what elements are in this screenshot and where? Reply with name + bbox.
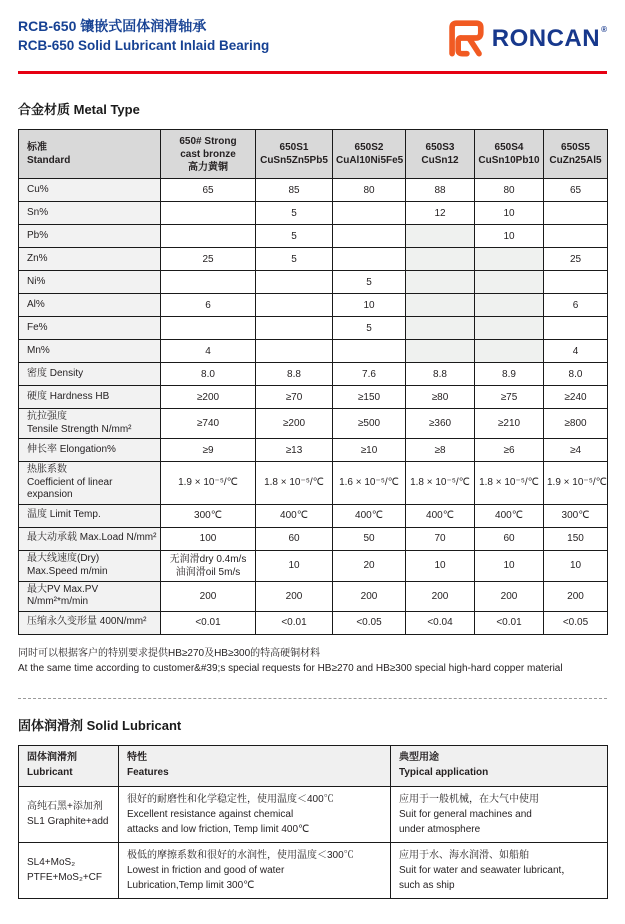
table-cell: 400℃ — [256, 504, 333, 527]
page-title-en: RCB-650 Solid Lubricant Inlaid Bearing — [18, 38, 270, 54]
table-cell: ≥4 — [544, 439, 608, 462]
table-cell — [544, 202, 608, 225]
row-label: 密度 Density — [19, 363, 161, 386]
application-cell: 应用于水、海水润滑、如船舶 Suit for water and seawater lubricant， such as ship — [391, 842, 608, 898]
lubricant-cell: 高纯石黑+添加剂 SL1 Graphite+add — [19, 786, 119, 842]
table-cell: 8.8 — [256, 363, 333, 386]
row-label: 压缩永久变形量 400N/mm² — [19, 611, 161, 634]
table-cell — [544, 271, 608, 294]
row-label: 最大动承载 Max.Load N/mm² — [19, 527, 161, 550]
table-cell: ≥70 — [256, 386, 333, 409]
brand-logo — [444, 18, 607, 58]
table-cell — [333, 340, 406, 363]
metal-type-table — [18, 129, 608, 635]
table-cell — [475, 248, 544, 271]
table-cell — [333, 248, 406, 271]
brand-name: RONCAN — [491, 25, 601, 52]
table-cell — [544, 225, 608, 248]
table-row — [19, 786, 608, 842]
section-title-solid-lubricant: 固体润滑剂 Solid Lubricant — [18, 717, 182, 733]
table-cell: 7.6 — [333, 363, 406, 386]
brand-name-wrap — [492, 27, 607, 51]
roncan-r-icon — [444, 18, 488, 58]
section-title-metal-type: 合金材质 Metal Type — [18, 102, 140, 117]
table-cell: 10 — [475, 225, 544, 248]
table-row — [19, 179, 608, 202]
lubricant-table-head-row — [19, 745, 608, 786]
row-label: 最大PV Max.PV N/mm²*m/min — [19, 581, 161, 611]
table-cell: 60 — [256, 527, 333, 550]
table-cell — [256, 340, 333, 363]
row-label: Pb% — [19, 225, 161, 248]
column-header: 650S3 CuSn12 — [406, 130, 475, 179]
lubricant-table-body — [19, 786, 608, 898]
row-label: 抗拉强度 Tensile Strength N/mm² — [19, 409, 161, 439]
table-cell: 10 — [406, 550, 475, 581]
table-cell: 6 — [161, 294, 256, 317]
table-cell: 200 — [256, 581, 333, 611]
row-label: Cu% — [19, 179, 161, 202]
application-cell: 应用于一般机械，在大气中使用 Suit for general machines and under atmosphere — [391, 786, 608, 842]
table-cell — [406, 317, 475, 340]
table-cell: ≥13 — [256, 439, 333, 462]
table-footnote — [18, 646, 607, 677]
table-row — [19, 294, 608, 317]
table-cell — [256, 317, 333, 340]
table-cell: ≥200 — [256, 409, 333, 439]
table-cell: 5 — [333, 317, 406, 340]
table-cell: ≥800 — [544, 409, 608, 439]
table-row — [19, 550, 608, 581]
row-label: 伸长率 Elongation% — [19, 439, 161, 462]
table-cell — [161, 202, 256, 225]
table-cell: 1.9 × 10⁻⁵/℃ — [544, 462, 608, 505]
table-cell: 200 — [333, 581, 406, 611]
table-cell — [475, 294, 544, 317]
table-cell: 5 — [256, 225, 333, 248]
table-cell — [256, 294, 333, 317]
table-cell: 200 — [161, 581, 256, 611]
column-header: 650S1 CuSn5Zn5Pb5 — [256, 130, 333, 179]
column-header: 650S2 CuAl10Ni5Fe5 — [333, 130, 406, 179]
table-cell — [406, 294, 475, 317]
table-cell: 20 — [333, 550, 406, 581]
table-row — [19, 409, 608, 439]
table-cell: 6 — [544, 294, 608, 317]
table-cell: 50 — [333, 527, 406, 550]
table-row — [19, 439, 608, 462]
table-cell: ≥360 — [406, 409, 475, 439]
column-header: 650S5 CuZn25Al5 — [544, 130, 608, 179]
column-header: 固体润滑剂 Lubricant — [19, 745, 119, 786]
column-header: 650# Strong cast bronze 高力黄铜 — [161, 130, 256, 179]
table-cell: 8.0 — [161, 363, 256, 386]
row-label: Sn% — [19, 202, 161, 225]
table-cell: ≥240 — [544, 386, 608, 409]
table-cell — [161, 225, 256, 248]
table-cell: 5 — [256, 248, 333, 271]
table-cell — [161, 317, 256, 340]
table-cell — [475, 340, 544, 363]
table-cell: 4 — [161, 340, 256, 363]
table-cell — [475, 271, 544, 294]
table-row — [19, 271, 608, 294]
table-cell: 80 — [475, 179, 544, 202]
row-label: Al% — [19, 294, 161, 317]
table-cell: 400℃ — [406, 504, 475, 527]
table-cell: 400℃ — [333, 504, 406, 527]
table-row — [19, 363, 608, 386]
column-header: 特性 Features — [119, 745, 391, 786]
table-cell: <0.01 — [161, 611, 256, 634]
table-row — [19, 317, 608, 340]
table-cell: ≥80 — [406, 386, 475, 409]
table-cell: ≥500 — [333, 409, 406, 439]
table-cell: ≥8 — [406, 439, 475, 462]
table-cell — [406, 340, 475, 363]
table-cell — [256, 271, 333, 294]
features-cell: 极低的摩擦系数和很好的水润性，使用温度＜300℃ Lowest in friction and good of water Lubrication,Temp limit 300℃ — [119, 842, 391, 898]
table-cell: <0.01 — [256, 611, 333, 634]
row-label: 硬度 Hardness HB — [19, 386, 161, 409]
table-cell — [161, 271, 256, 294]
table-cell: 10 — [544, 550, 608, 581]
metal-table-head-row — [19, 130, 608, 179]
table-cell: ≥740 — [161, 409, 256, 439]
table-cell: 4 — [544, 340, 608, 363]
table-cell: ≥200 — [161, 386, 256, 409]
lubricant-cell: SL4+MoS₂ PTFE+MoS₂+CF — [19, 842, 119, 898]
row-label: 热胀系数 Coefficient of linear expansion — [19, 462, 161, 505]
footnote-zh: 同时可以根据客户的特别要求提供HB≥270及HB≥300的特高硬铜材料 — [18, 647, 321, 659]
table-cell: 10 — [256, 550, 333, 581]
table-cell — [333, 202, 406, 225]
row-label: Ni% — [19, 271, 161, 294]
table-cell: 85 — [256, 179, 333, 202]
table-cell: 300℃ — [544, 504, 608, 527]
features-cell: 很好的耐磨性和化学稳定性，使用温度＜400℃ Excellent resistance against chemical attacks and low friction, Temp limit 400℃ — [119, 786, 391, 842]
table-cell: <0.01 — [475, 611, 544, 634]
solid-lubricant-table — [18, 745, 608, 899]
table-cell: <0.05 — [544, 611, 608, 634]
table-cell: ≥9 — [161, 439, 256, 462]
table-row — [19, 340, 608, 363]
column-header: 650S4 CuSn10Pb10 — [475, 130, 544, 179]
column-header: 标准 Standard — [19, 130, 161, 179]
table-cell: <0.05 — [333, 611, 406, 634]
table-cell — [544, 317, 608, 340]
table-cell — [333, 225, 406, 248]
table-cell: ≥10 — [333, 439, 406, 462]
column-header: 典型用途 Typical application — [391, 745, 608, 786]
table-cell — [406, 225, 475, 248]
table-cell — [475, 317, 544, 340]
table-cell: 1.6 × 10⁻⁵/℃ — [333, 462, 406, 505]
document-header — [18, 16, 607, 58]
table-cell: 8.9 — [475, 363, 544, 386]
table-row — [19, 225, 608, 248]
table-cell — [406, 271, 475, 294]
table-cell: 70 — [406, 527, 475, 550]
table-cell — [406, 248, 475, 271]
table-cell: 65 — [161, 179, 256, 202]
table-cell: 65 — [544, 179, 608, 202]
table-cell: 1.8 × 10⁻⁵/℃ — [475, 462, 544, 505]
table-row — [19, 248, 608, 271]
table-cell: 5 — [256, 202, 333, 225]
red-divider — [18, 71, 607, 74]
table-cell: 8.0 — [544, 363, 608, 386]
table-cell: ≥150 — [333, 386, 406, 409]
table-cell: 400℃ — [475, 504, 544, 527]
row-label: 最大线速度(Dry) Max.Speed m/min — [19, 550, 161, 581]
table-cell: ≥75 — [475, 386, 544, 409]
registered-trademark-mark: ® — [601, 25, 607, 34]
page-title — [18, 16, 269, 56]
table-row — [19, 611, 608, 634]
table-cell: 无润滑dry 0.4m/s 油润滑oil 5m/s — [161, 550, 256, 581]
table-row — [19, 462, 608, 505]
row-label: Fe% — [19, 317, 161, 340]
table-cell: <0.04 — [406, 611, 475, 634]
table-cell: 12 — [406, 202, 475, 225]
table-cell: 25 — [161, 248, 256, 271]
table-row — [19, 527, 608, 550]
table-cell: 8.8 — [406, 363, 475, 386]
table-cell: 200 — [544, 581, 608, 611]
table-cell: 1.8 × 10⁻⁵/℃ — [256, 462, 333, 505]
table-row — [19, 581, 608, 611]
row-label: 温度 Limit Temp. — [19, 504, 161, 527]
dashed-divider — [18, 698, 607, 699]
table-cell: ≥210 — [475, 409, 544, 439]
table-cell: 150 — [544, 527, 608, 550]
table-cell: 5 — [333, 271, 406, 294]
table-cell: 10 — [475, 550, 544, 581]
footnote-en: At the same time according to customer&#39;s special requests for HB≥270 and HB≥300 special high-hard copper material — [18, 663, 563, 674]
table-cell: 88 — [406, 179, 475, 202]
row-label: Mn% — [19, 340, 161, 363]
table-cell: 60 — [475, 527, 544, 550]
table-cell: 100 — [161, 527, 256, 550]
table-row — [19, 842, 608, 898]
table-cell: ≥6 — [475, 439, 544, 462]
table-cell: 1.9 × 10⁻⁵/℃ — [161, 462, 256, 505]
page-title-zh: RCB-650 镶嵌式固体润滑轴承 — [18, 18, 207, 34]
table-row — [19, 202, 608, 225]
table-cell: 10 — [333, 294, 406, 317]
table-cell: 300℃ — [161, 504, 256, 527]
metal-table-body — [19, 179, 608, 635]
table-cell: 200 — [406, 581, 475, 611]
table-cell: 80 — [333, 179, 406, 202]
table-cell: 1.8 × 10⁻⁵/℃ — [406, 462, 475, 505]
row-label: Zn% — [19, 248, 161, 271]
table-row — [19, 504, 608, 527]
table-cell: 200 — [475, 581, 544, 611]
table-cell: 25 — [544, 248, 608, 271]
table-cell: 10 — [475, 202, 544, 225]
table-row — [19, 386, 608, 409]
